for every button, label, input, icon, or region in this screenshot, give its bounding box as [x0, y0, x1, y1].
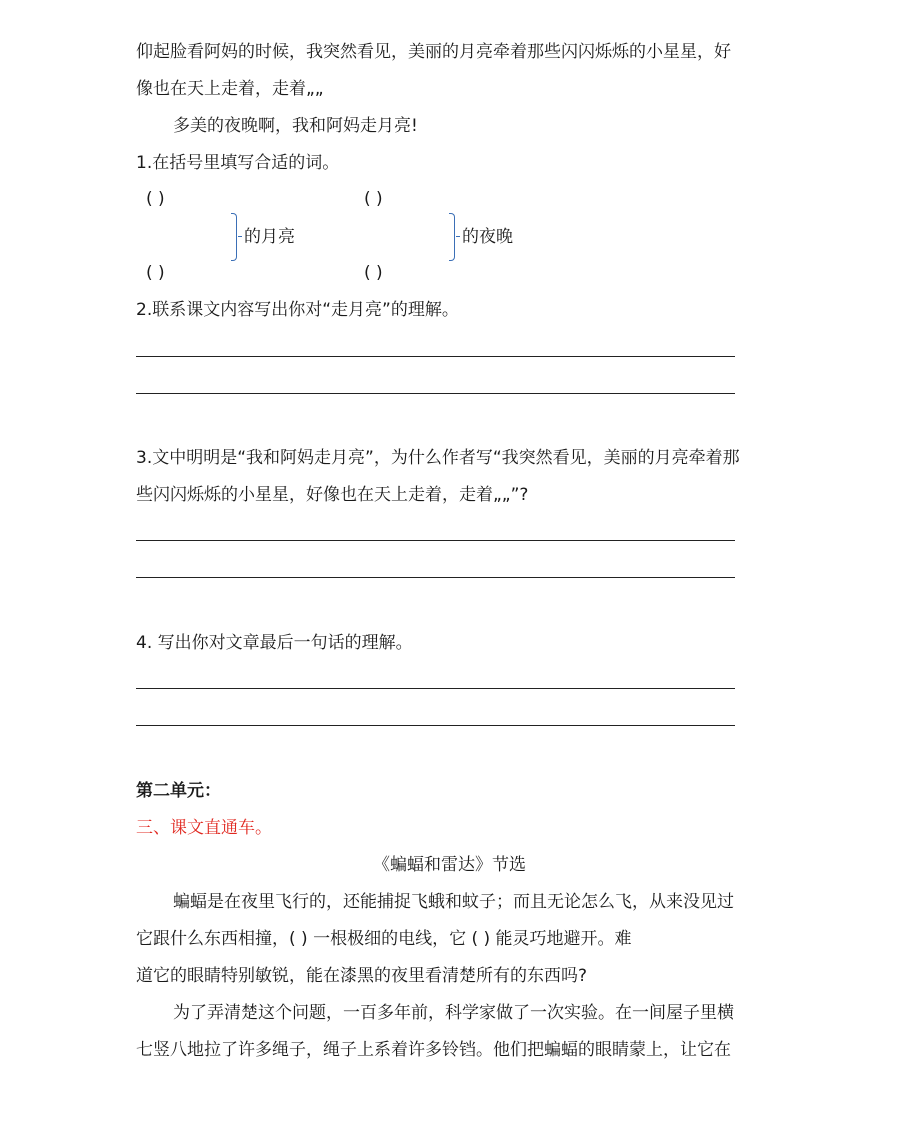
left-noun-label: 的月亮 [244, 227, 295, 247]
excerpt-para-1-line-1: 蝙蝠是在夜里飞行的，还能捕捉飞蛾和蚊子；而且无论怎么飞，从来没见过 [173, 892, 734, 912]
answer-line-q2-2[interactable] [136, 393, 735, 394]
brace-right-tip [456, 236, 460, 237]
excerpt-para-2-line-1: 为了弄清楚这个问题，一百多年前，科学家做了一次实验。在一间屋子里横 [173, 1003, 734, 1023]
question-1-prompt: 1.在括号里填写合适的词。 [136, 153, 340, 173]
question-2-prompt: 2.联系课文内容写出你对“走月亮”的理解。 [136, 300, 459, 320]
brace-right [449, 213, 455, 261]
answer-line-q4-1[interactable] [136, 688, 735, 689]
excerpt-title: 《蝙蝠和雷达》节选 [373, 855, 526, 875]
brace-left [231, 213, 237, 261]
excerpt-para-2-line-2: 七竖八地拉了许多绳子，绳子上系着许多铃铛。他们把蝙蝠的眼睛蒙上，让它在 [136, 1040, 731, 1060]
question-3-prompt-line-2: 些闪闪烁烁的小星星，好像也在天上走着，走着„„”? [136, 485, 529, 505]
blank-paren-left-bottom[interactable]: ( ) [146, 263, 165, 283]
question-4-prompt: 4. 写出你对文章最后一句话的理解。 [136, 633, 413, 653]
section-heading: 三、课文直通车。 [136, 818, 272, 838]
right-noun-label: 的夜晚 [462, 227, 513, 247]
answer-line-q3-1[interactable] [136, 540, 735, 541]
answer-line-q2-1[interactable] [136, 356, 735, 357]
brace-left-tip [238, 236, 242, 237]
answer-line-q3-2[interactable] [136, 577, 735, 578]
excerpt-para-1-line-3: 道它的眼睛特别敏锐，能在漆黑的夜里看清楚所有的东西吗? [136, 966, 588, 986]
passage-line-3: 多美的夜晚啊，我和阿妈走月亮! [173, 116, 418, 136]
passage-line-2: 像也在天上走着，走着„„ [136, 79, 324, 99]
blank-paren-left-top[interactable]: ( ) [146, 189, 165, 209]
blank-paren-right-bottom[interactable]: ( ) [364, 263, 383, 283]
blank-paren-right-top[interactable]: ( ) [364, 189, 383, 209]
excerpt-para-1-line-2: 它跟什么东西相撞，( ) 一根极细的电线，它 ( ) 能灵巧地避开。难 [136, 929, 632, 949]
question-3-prompt-line-1: 3.文中明明是“我和阿妈走月亮”，为什么作者写“我突然看见，美丽的月亮牵着那 [136, 448, 740, 468]
passage-line-1: 仰起脸看阿妈的时候，我突然看见，美丽的月亮牵着那些闪闪烁烁的小星星，好 [136, 42, 731, 62]
unit-heading: 第二单元： [136, 781, 221, 801]
answer-line-q4-2[interactable] [136, 725, 735, 726]
